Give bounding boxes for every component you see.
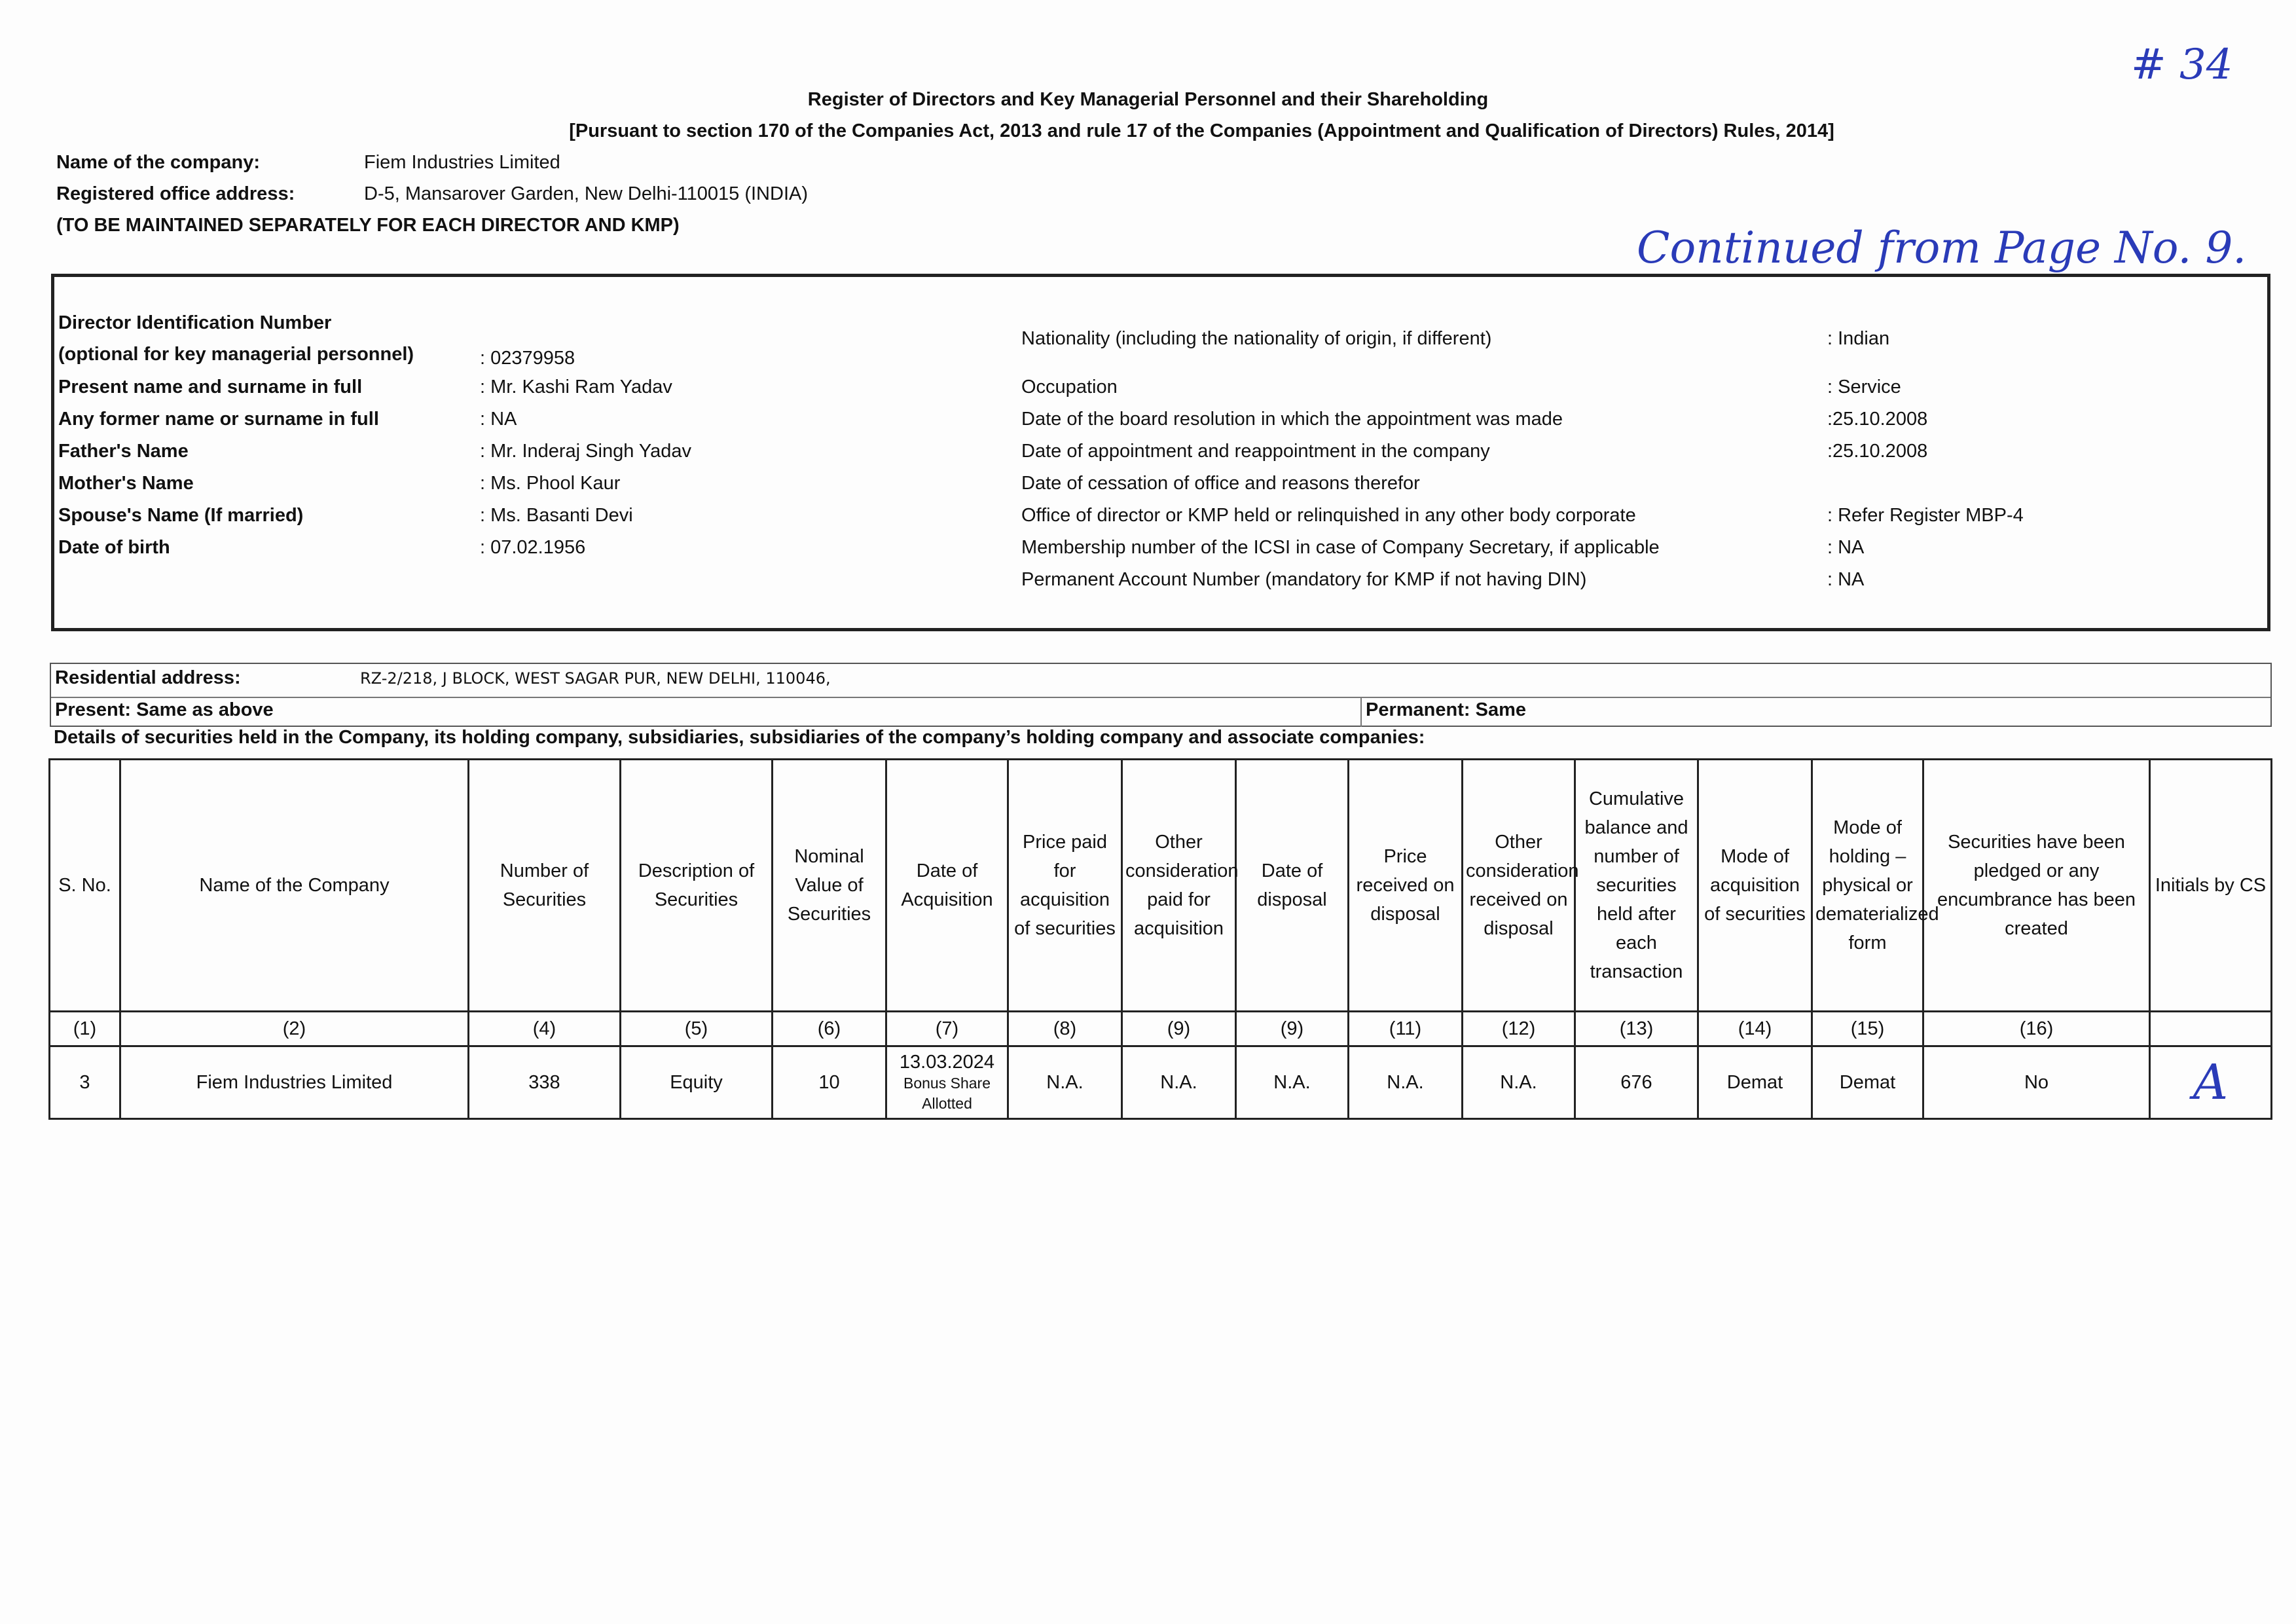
col-number: (5): [621, 1012, 773, 1046]
company-name-value: Fiem Industries Limited: [364, 152, 560, 173]
col-number: (8): [1008, 1012, 1122, 1046]
father-name-label: Father's Name: [58, 441, 189, 462]
icsi-value: : NA: [1827, 537, 1865, 558]
cell-initials: [2150, 1046, 2272, 1119]
mother-name-value: : Ms. Phool Kaur: [480, 473, 621, 494]
din-label: Director Identification Number: [58, 312, 332, 333]
permanent-address: Permanent: Same: [1366, 699, 1526, 720]
acq-date-value: 13.03.2024: [899, 1052, 995, 1073]
securities-table: [48, 758, 2272, 1120]
maintenance-note: (TO BE MAINTAINED SEPARATELY FOR EACH DIRECTOR AND KMP): [56, 215, 680, 236]
col-number: (14): [1698, 1012, 1812, 1046]
col-number: (2): [120, 1012, 469, 1046]
spouse-name-value: : Ms. Basanti Devi: [480, 505, 633, 526]
present-address: Present: Same as above: [55, 699, 274, 720]
cell-other-paid: N.A.: [1122, 1046, 1236, 1119]
office-address-value: D-5, Mansarover Garden, New Delhi-110015 (INDIA): [364, 183, 809, 204]
cell-number: 338: [469, 1046, 621, 1119]
cell-mode-hold: Demat: [1812, 1046, 1923, 1119]
cell-disposal-date: N.A.: [1236, 1046, 1349, 1119]
table-row: [50, 1046, 2272, 1119]
col-number: (13): [1575, 1012, 1698, 1046]
pan-label: Permanent Account Number (mandatory for KMP if not having DIN): [1021, 569, 1587, 590]
col-header-disposal-date: Date of disposal: [1236, 760, 1349, 1012]
dob-value: : 07.02.1956: [480, 537, 586, 558]
document-title: Register of Directors and Key Managerial Personnel and their Shareholding: [807, 89, 1489, 110]
din-value: : 02379958: [480, 348, 575, 369]
cell-company: Fiem Industries Limited: [120, 1046, 469, 1119]
present-name-value: : Mr. Kashi Ram Yadav: [480, 377, 672, 397]
col-header-mode-hold: Mode of holding – physical or dematerialized form: [1812, 760, 1923, 1012]
col-number: (9): [1122, 1012, 1236, 1046]
pan-value: : NA: [1827, 569, 1865, 590]
icsi-label: Membership number of the ICSI in case of Company Secretary, if applicable: [1021, 537, 1660, 558]
mother-name-label: Mother's Name: [58, 473, 194, 494]
col-header-acq-date: Date of Acquisition: [886, 760, 1008, 1012]
other-office-value: : Refer Register MBP-4: [1827, 505, 2024, 526]
former-name-value: : NA: [480, 409, 517, 430]
cell-cumulative: 676: [1575, 1046, 1698, 1119]
board-resolution-label: Date of the board resolution in which the appointment was made: [1021, 409, 1563, 430]
cell-other-received: N.A.: [1463, 1046, 1575, 1119]
cell-nominal: 10: [773, 1046, 886, 1119]
document-subtitle: [Pursuant to section 170 of the Companies Act, 2013 and rule 17 of the Companies (Appointment and Qualification of Directors) Rules, 2014]: [569, 120, 1834, 141]
col-number: (9): [1236, 1012, 1349, 1046]
present-name-label: Present name and surname in full: [58, 377, 363, 397]
address-divider: [51, 697, 2270, 698]
col-number: (16): [1923, 1012, 2150, 1046]
col-header-price-received: Price received on disposal: [1349, 760, 1463, 1012]
col-header-pledged: Securities have been pledged or any encumbrance has been created: [1923, 760, 2150, 1012]
occupation-value: : Service: [1827, 377, 1901, 397]
father-name-value: : Mr. Inderaj Singh Yadav: [480, 441, 691, 462]
col-header-nominal: Nominal Value of Securities: [773, 760, 886, 1012]
col-header-cumulative: Cumulative balance and number of securities held after each transaction: [1575, 760, 1698, 1012]
cell-pledged: No: [1923, 1046, 2150, 1119]
col-header-other-received: Other consideration received on disposal: [1463, 760, 1575, 1012]
other-office-label: Office of director or KMP held or relinquished in any other body corporate: [1021, 505, 1636, 526]
company-name-label: Name of the company:: [56, 152, 260, 173]
address-column-divider: [1360, 697, 1362, 727]
col-header-description: Description of Securities: [621, 760, 773, 1012]
col-number: (4): [469, 1012, 621, 1046]
col-header-mode-acq: Mode of acquisition of securities: [1698, 760, 1812, 1012]
col-number: [2150, 1012, 2272, 1046]
col-number: (12): [1463, 1012, 1575, 1046]
col-number: (15): [1812, 1012, 1923, 1046]
col-header-initials: Initials by CS: [2150, 760, 2272, 1012]
cell-price-paid: N.A.: [1008, 1046, 1122, 1119]
appointment-date-value: :25.10.2008: [1827, 441, 1928, 462]
col-number: (11): [1349, 1012, 1463, 1046]
office-address-label: Registered office address:: [56, 183, 295, 204]
col-header-other-paid: Other consideration paid for acquisition: [1122, 760, 1236, 1012]
din-label-note: (optional for key managerial personnel): [58, 344, 414, 365]
cell-mode-acq: Demat: [1698, 1046, 1812, 1119]
col-header-company: Name of the Company: [120, 760, 469, 1012]
dob-label: Date of birth: [58, 537, 170, 558]
cessation-label: Date of cessation of office and reasons therefor: [1021, 473, 1420, 494]
residential-address-label: Residential address:: [55, 667, 241, 688]
cell-price-received: N.A.: [1349, 1046, 1463, 1119]
col-header-number: Number of Securities: [469, 760, 621, 1012]
securities-heading: Details of securities held in the Company, its holding company, subsidiaries, subsidiaries of the company’s holding company and associate companies:: [54, 727, 1425, 748]
handwritten-page-mark: # 34: [2131, 41, 2233, 89]
col-header-price-paid: Price paid for acquisition of securities: [1008, 760, 1122, 1012]
spouse-name-label: Spouse's Name (If married): [58, 505, 304, 526]
col-header-sno: S. No.: [50, 760, 120, 1012]
handwritten-initials: A: [2193, 1054, 2229, 1111]
appointment-date-label: Date of appointment and reappointment in the company: [1021, 441, 1490, 462]
residential-address-value: RZ-2/218, J BLOCK, WEST SAGAR PUR, NEW DELHI, 110046,: [360, 669, 831, 688]
acq-date-note: Bonus Share Allotted: [903, 1075, 991, 1112]
col-number: (6): [773, 1012, 886, 1046]
occupation-label: Occupation: [1021, 377, 1118, 397]
cell-description: Equity: [621, 1046, 773, 1119]
former-name-label: Any former name or surname in full: [58, 409, 379, 430]
director-details-box: [51, 274, 2270, 631]
col-number: (1): [50, 1012, 120, 1046]
nationality-label: Nationality (including the nationality of origin, if different): [1021, 328, 1492, 349]
handwritten-continued-note: Continued from Page No. 9.: [1637, 223, 2247, 273]
cell-sno: 3: [50, 1046, 120, 1119]
nationality-value: : Indian: [1827, 328, 1890, 349]
col-number: (7): [886, 1012, 1008, 1046]
cell-acq-date: [886, 1046, 1008, 1119]
board-resolution-value: :25.10.2008: [1827, 409, 1928, 430]
address-box: [50, 663, 2272, 727]
